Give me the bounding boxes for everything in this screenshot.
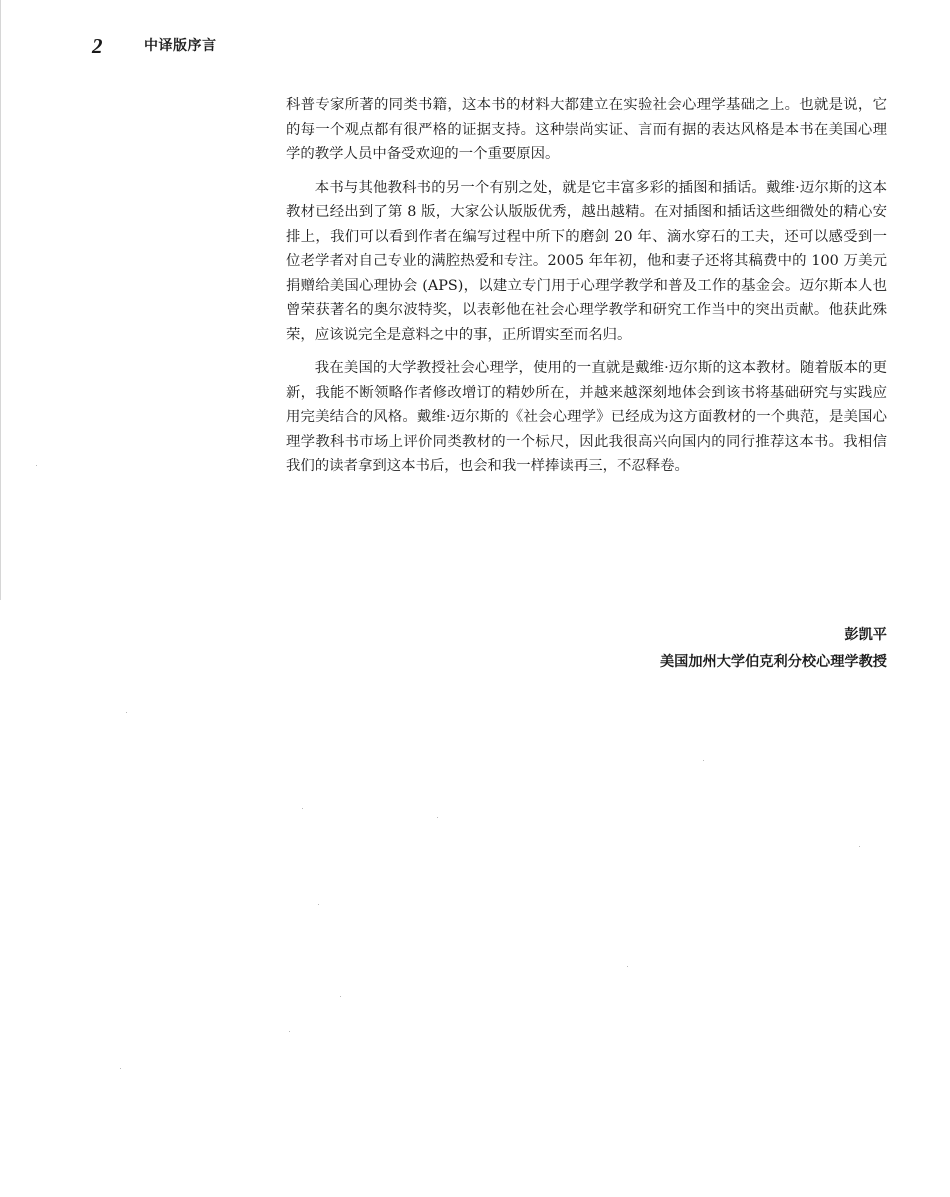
author-name: 彭凯平: [844, 627, 887, 643]
signature-block: [660, 622, 887, 676]
scan-speck: [120, 1068, 121, 1069]
scan-speck: [36, 465, 37, 466]
scan-speck: [289, 1031, 290, 1032]
running-title: 中译版序言: [144, 38, 217, 54]
paragraph-1: 科普专家所著的同类书籍，这本书的材料大都建立在实验社会心理学基础之上。也就是说，它的每一个观点都有很严格的证据支持。这种崇尚实证、言而有据的表达风格是本书在美国心理学的教学人员中备受欢迎的一个重要原因。: [286, 97, 887, 162]
scan-speck: [340, 996, 341, 997]
scan-speck: [126, 712, 127, 713]
paragraph-2: 本书与其他教科书的另一个有别之处，就是它丰富多彩的插图和插话。戴维·迈尔斯的这本教材已经出到了第 8 版，大家公认版版优秀，越出越精。在对插图和插话这些细微处的精心安排上，我们可以看到作者在编写过程中所下的磨剑 20 年、滴水穿石的工夫，还可以感受到一位老学者对自己专业的满腔热爱和专注。2005 年年初，他和妻子还将其稿费中的 100 万美元捐赠给美国心理协会 (APS)，以建立专门用于心理学教学和普及工作的基金会。迈尔斯本人也曾荣获著名的奥尔波特奖，以表彰他在社会心理学教学和研究工作当中的突出贡献。他获此殊荣，应该说完全是意料之中的事，正所谓实至而名归。: [286, 179, 887, 343]
body-text: [286, 93, 887, 488]
scan-speck: [437, 817, 438, 818]
paragraph-3: 我在美国的大学教授社会心理学，使用的一直就是戴维·迈尔斯的这本教材。随着版本的更新，我能不断领略作者修改增订的精妙所在，并越来越深刻地体会到该书将基础研究与实践应用完美结合的风格。戴维·迈尔斯的《社会心理学》已经成为这方面教材的一个典范，是美国心理学教科书市场上评价同类教材的一个标尺，因此我很高兴向国内的同行推荐这本书。我相信我们的读者拿到这本书后，也会和我一样捧读再三，不忍释卷。: [286, 360, 887, 474]
scan-speck: [302, 808, 303, 809]
scan-speck: [859, 846, 860, 847]
scan-speck: [703, 760, 704, 761]
scan-speck: [627, 966, 628, 967]
scan-speck: [318, 904, 319, 905]
page-number: 2: [92, 34, 103, 58]
page-edge-line: [0, 0, 1, 600]
author-affiliation: 美国加州大学伯克利分校心理学教授: [659, 654, 887, 670]
